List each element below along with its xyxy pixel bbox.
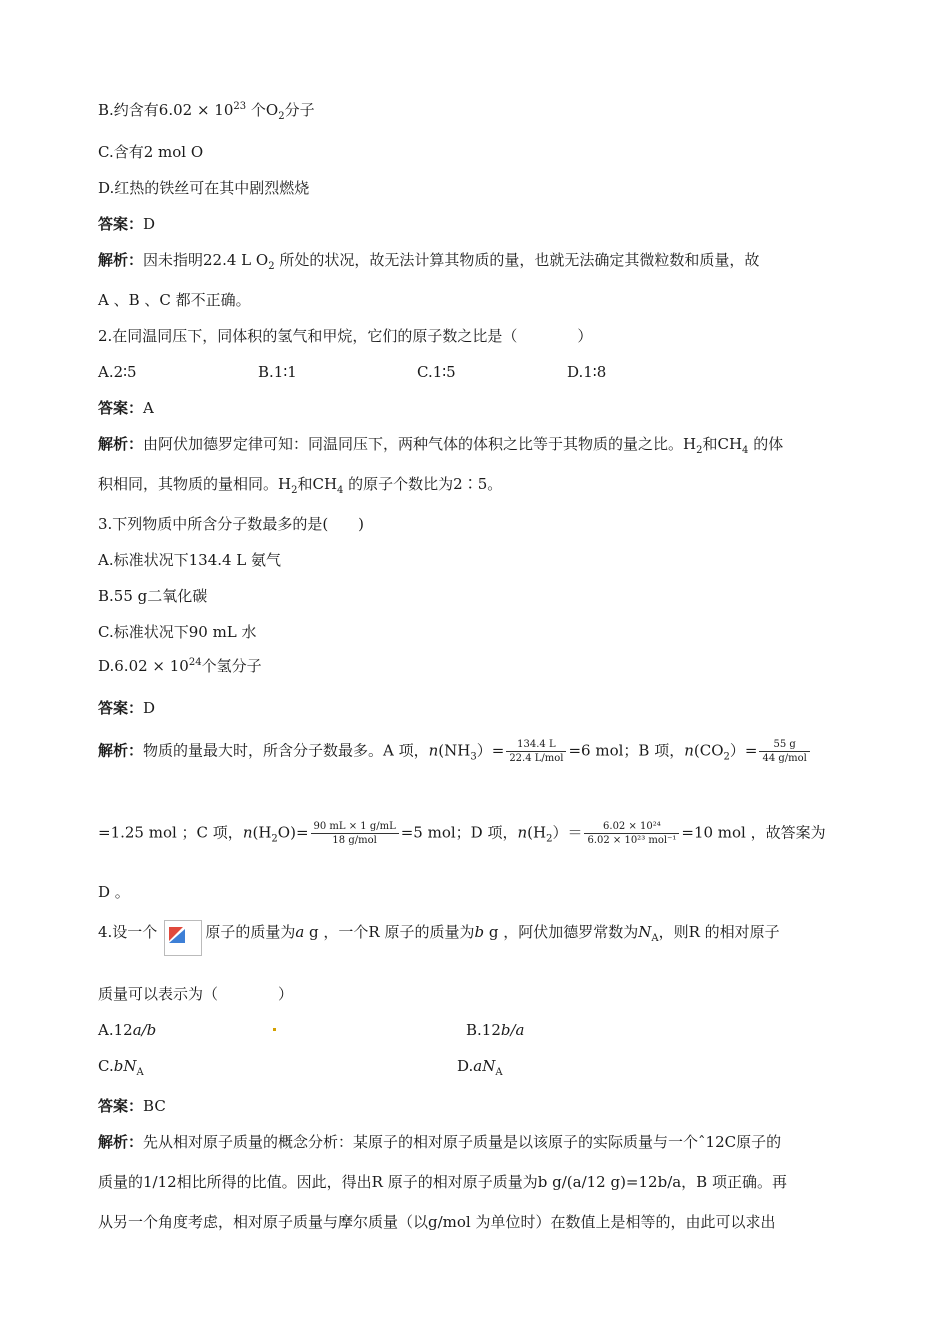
q4-option-c: $C.bN_A$ — [98, 1057, 144, 1078]
q2-option-d: D.1∶8 — [567, 363, 607, 381]
q4-explanation-line2: 质量的1/12相比所得的比值。因此，得出R 原子的相对原子质量为b g/(a/12 g)=12b/a，B 项正确。再 — [98, 1173, 787, 1191]
q1-option-b: B.约含有$6.02 \times 10^{23}$ 个$O_2$分子 — [98, 101, 315, 122]
q3-option-a: A.标准状况下134.4 L 氨气 — [98, 551, 282, 569]
q2-explanation-line1: 解析：由阿伏加德罗定律可知：同温同压下，两种气体的体积之比等于其物质的量之比。$H_2$和$CH_4$ 的体 — [98, 435, 784, 456]
q3-explanation-line1: 解析：物质的量最大时，所含分子数最多。A 项，$n(NH_3)=$ $\frac{134.4 L}{\text{22.4 L/mol}}$ =6 mol；B 项，$n(CO_2)=$ $\frac{55 g}{\text{44 g/mol}}$ — [98, 738, 812, 765]
q1-answer: 答案：D — [98, 215, 156, 233]
q1-explanation-line2: A 、B 、C 都不正确。 — [98, 291, 251, 309]
q4-option-b: B.12b/a — [466, 1021, 525, 1039]
q2-option-c: C.1∶5 — [417, 363, 456, 381]
q2-answer: 答案：A — [98, 399, 154, 417]
stray-dot — [273, 1028, 276, 1031]
q3-option-d: $D.6.02 \times 10^{24}$个氢分子 — [98, 657, 262, 675]
q3-option-c: C.标准状况下90 mL 水 — [98, 623, 257, 641]
q2-stem: 2.在同温同压下，同体积的氢气和甲烷，它们的原子数之比是（ ） — [98, 327, 593, 345]
q3-explanation-line3: D 。 — [98, 883, 130, 901]
h2-fraction: $\frac{\text{6.02 × 10²⁴}}{\text{6.02 × 10²³ mol⁻¹}}$ — [584, 820, 679, 847]
q4-stem-line2: 质量可以表示为（ ） — [98, 985, 294, 1003]
q4-explanation-line1: 解析：先从相对原子质量的概念分析：某原子的相对原子质量是以该原子的实际质量与一个ˆ12C原子的 — [98, 1133, 782, 1151]
q2-option-a: A.2∶5 — [98, 363, 137, 381]
q3-answer: 答案：D — [98, 699, 156, 717]
q4-answer: 答案：BC — [98, 1097, 166, 1115]
q4-option-a: A.12a/b — [98, 1021, 157, 1039]
q3-explanation-line2: =1.25 mol ；C 项，$n(H_2O)=$ $\frac{90 mL \times 1 g/mL}{\text{18 g/mol}}$ =5 mol；D 项，$n(H_2)=$ $\frac{\text{6.02 × 10²⁴}}{\text{6.02 × 10²³ mol⁻¹}}$ =10 mol ，故答案为 — [98, 821, 826, 846]
q2-option-b: B.1∶1 — [258, 363, 297, 381]
q2-explanation-line2: 积相同，其物质的量相同。$H_2$和$CH_4$ 的原子个数比为2∶5。 — [98, 475, 503, 496]
nh3-fraction: $\frac{134.4 L}{\text{22.4 L/mol}}$ — [506, 738, 566, 765]
q3-option-b: B.55 g二氧化碳 — [98, 587, 208, 605]
co2-fraction: $\frac{55 g}{\text{44 g/mol}}$ — [759, 738, 809, 765]
q3-stem: 3.下列物质中所含分子数最多的是( ) — [98, 515, 365, 533]
q4-option-d: $D.aN_A$ — [457, 1057, 503, 1078]
q4-explanation-line3: 从另一个角度考虑，相对原子质量与摩尔质量（以g/mol 为单位时）在数值上是相等的，由此可以求出 — [98, 1213, 776, 1231]
q1-option-d: D.红热的铁丝可在其中剧烈燃烧 — [98, 179, 310, 197]
q1-explanation-line1: 解析：因未指明22.4 L $O_2$ 所处的状况，故无法计算其物质的量，也就无法确定其微粒数和质量，故 — [98, 251, 760, 272]
q4-stem-line1: 4.设一个 原子的质量为a g ，一个R 原子的质量为b g ，阿伏加德罗常数为$N_A$，则R 的相对原子 — [98, 923, 780, 944]
q1-option-c: C.含有2 mol O — [98, 143, 204, 161]
h2o-fraction: $\frac{90 mL \times 1 g/mL}{\text{18 g/mol}}$ — [311, 820, 399, 847]
